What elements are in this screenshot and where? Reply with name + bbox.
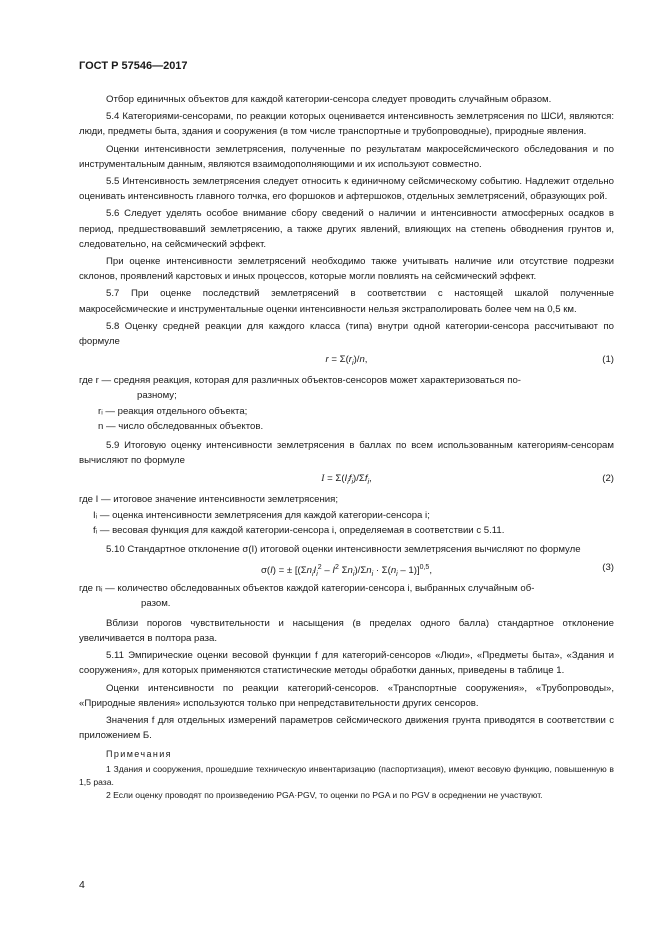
document-body (79, 92, 614, 803)
where-item: fᵢ — весовая функция для каждой категории-сенсора i, определяемая в соответствии с 5.11. (93, 524, 505, 536)
paragraph: Оценки интенсивности по реакции категорий-сенсоров. «Транспортные сооружения», «Трубопроводы», «Природные явления» используются только при непредставительности других сенсоров. (79, 682, 614, 709)
where-item: где nᵢ — количество обследованных объектов каждой категории-сенсора i, выбранных случайным об- (79, 583, 535, 595)
paragraph: Вблизи порогов чувствительности и насыщения (в пределах одного балла) стандартное отклонение увеличивается в полтора раза. (79, 617, 614, 644)
notes-title: Примечания (106, 749, 172, 760)
where-item: rᵢ — реакция отдельного объекта; (98, 405, 248, 417)
note-item: 2 Если оценку проводят по произведению PGA·PGV, то оценки по PGA и по PGV в осреднении не участвуют. (106, 790, 543, 801)
paragraph: 5.5 Интенсивность землетрясения следует относить к единичному сейсмическому событию. Надлежит отдельно оценивать интенсивность главного толчка, его форшоков и афтершоков, отдельных землетрясений, образующих рой. (79, 176, 614, 203)
formula-3-expression: σ(I) = ± [($\Sigma n_iI_i^2 - I^2$ $\Sigma n_i)/\Sigma n_i \cdot \Sigma(n_i - 1)]^{0,5}$, (260, 564, 432, 579)
paragraph: 5.6 Следует уделять особое внимание сбору сведений о наличии и интенсивности атмосферных осадков в период, предшествовавший землетрясению, а также других явлений, влияющих на степень обводнения грунтов и, следовательно, на сейсмический эффект. (79, 208, 614, 250)
formula-1-number: (1) (602, 354, 614, 366)
where-item: где r — средняя реакция, которая для различных объектов-сенсоров может характеризоваться по- (79, 375, 521, 387)
page-number: 4 (79, 879, 85, 891)
where-item: n — число обследованных объектов. (98, 420, 264, 432)
paragraph: 5.8 Оценку средней реакции для каждого класса (типа) внутри одной категории-сенсора рассчитывают по формуле (79, 320, 614, 348)
where-item: где I — итоговое значение интенсивности землетрясения; (79, 494, 338, 506)
formula-2 (79, 470, 614, 488)
where-item-cont: разом. (141, 598, 171, 610)
paragraph: 5.7 При оценке последствий землетрясений в соответствии с настоящей шкалой полученные макросейсмические и инструментальные оценки интенсивности нельзя экстраполировать более чем на 0,5 км. (79, 288, 614, 315)
paragraph: Значения f для отдельных измерений параметров сейсмического движения грунта приводятся в соответствии с приложением Б. (79, 714, 614, 742)
formula-2-expression: $I = \Sigma(I_if_i)/\Sigma f_i$, (321, 473, 372, 487)
formula-2-number: (2) (602, 473, 614, 485)
paragraph: 5.4 Категориями-сенсорами, по реакции которых оценивается интенсивность землетрясения по ШСИ, являются: люди, предметы быта, здания и сооружения (в том числе транспортные и трубопроводные), природные явления. (79, 111, 614, 138)
document-header: ГОСТ Р 57546—2017 (79, 60, 188, 72)
formula-3-number: (3) (602, 562, 614, 574)
paragraph: 5.10 Стандартное отклонение σ(I) итоговой оценки интенсивности землетрясения вычисляют по формуле (106, 544, 581, 556)
paragraph: 5.11 Эмпирические оценки весовой функции f для категорий-сенсоров «Люди», «Предметы быта», «Здания и сооружения», для которых применяются статистические методы обработки данных, приведены в таблице 1. (79, 650, 614, 677)
paragraph: Оценки интенсивности землетрясения, полученные по результатам макросейсмического обследования и по инструментальным данным, являются взаимодополняющими и их используют совместно. (79, 143, 614, 170)
paragraph: 5.9 Итоговую оценку интенсивности землетрясения в баллах по всем использованным категориям-сенсорам вычисляют по формуле (79, 440, 614, 467)
formula-1 (79, 351, 614, 369)
formula-1-expression: $r = \Sigma(r_i)/n$, (325, 354, 368, 368)
paragraph: При оценке интенсивности землетрясений необходимо также учитывать наличие или отсутствие подрезки склонов, проявлений карстовых и иных процессов, которые могли повлиять на сейсмический эффект. (79, 256, 614, 283)
paragraph: Отбор единичных объектов для каждой категории-сенсора следует проводить случайным образом. (106, 94, 552, 105)
where-item: Iᵢ — оценка интенсивности землетрясения для каждой категории-сенсора i; (93, 509, 430, 521)
formula-3 (79, 559, 614, 577)
where-item-cont: разному; (137, 390, 177, 402)
note-item: 1 Здания и сооружения, прошедшие техническую инвентаризацию (паспортизация), имеют весовую функцию, повышенную в 1,5 раза. (79, 763, 614, 787)
